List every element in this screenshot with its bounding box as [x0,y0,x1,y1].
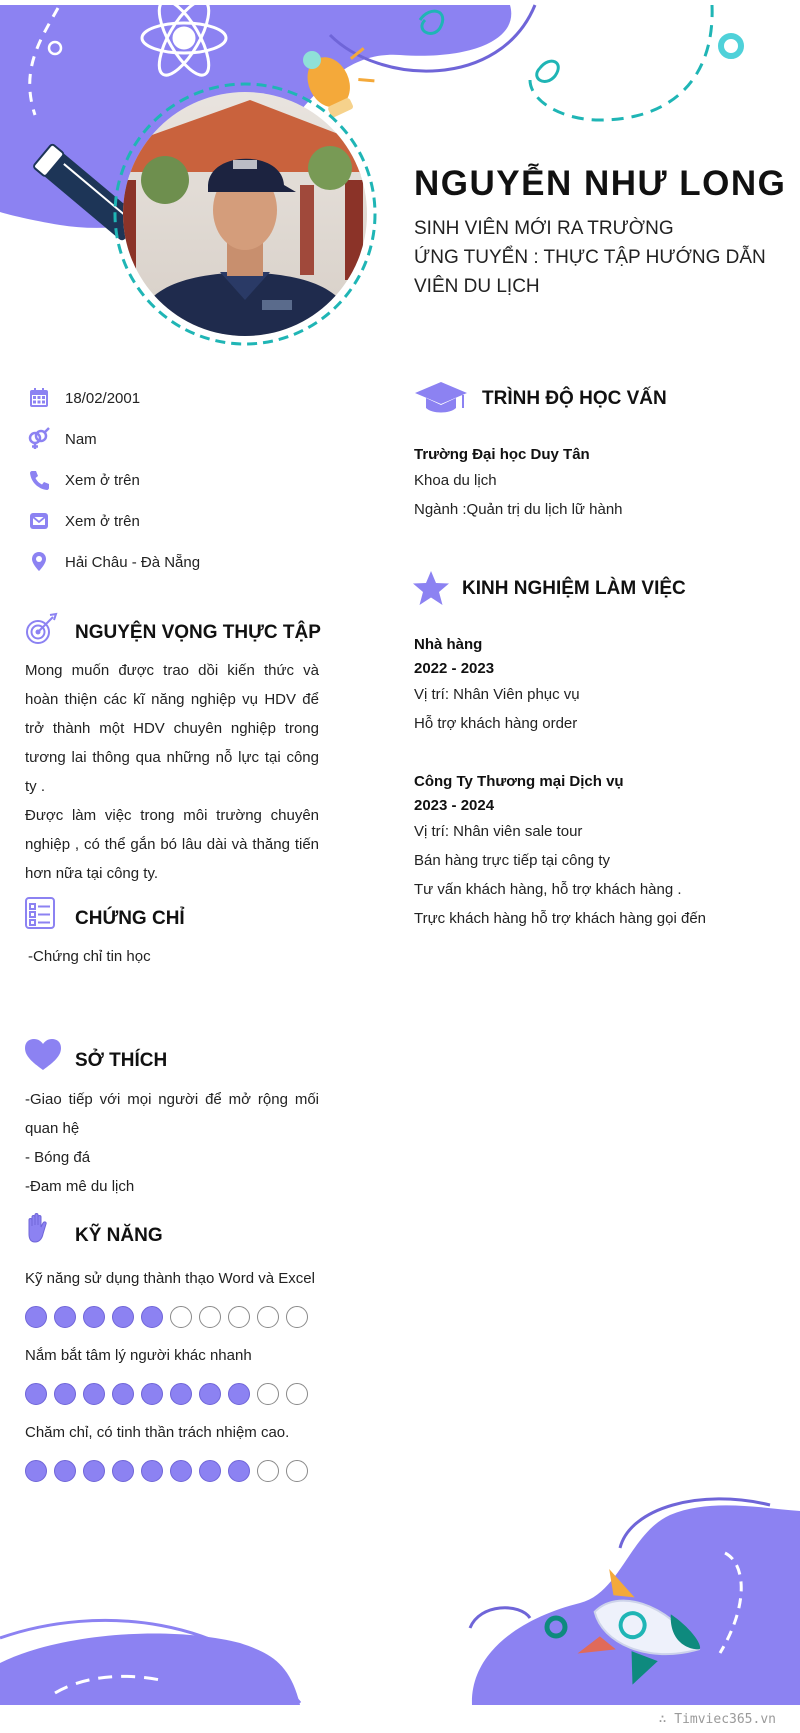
skill-label-1: Kỹ năng sử dụng thành thạo Word và Excel [25,1270,315,1287]
rating-dot-filled [112,1383,134,1405]
job-2-period: 2023 - 2024 [414,797,495,814]
skill-label-2: Nắm bắt tâm lý người khác nhanh [25,1347,252,1364]
bottom-left-blob [0,1633,300,1705]
heart-icon [24,1038,62,1072]
rating-dot-filled [83,1383,105,1405]
job-1-line-1: Vị trí: Nhân Viên phục vụ [414,686,580,703]
contact-phone [26,467,140,493]
rating-dot-empty [286,1383,308,1405]
job-1-line-2: Hỗ trợ khách hàng order [414,715,578,732]
job-2-line-1: Vị trí: Nhân viên sale tour [414,823,583,840]
contact-phone-text: Xem ở trên [65,471,140,489]
certificates-heading: CHỨNG CHỈ [75,908,185,929]
rating-dot-empty [257,1383,279,1405]
rating-dot-filled [141,1306,163,1328]
hand-icon [24,1212,52,1246]
job-2-line-2: Bán hàng trực tiếp tại công ty [414,852,610,869]
location-icon [26,549,52,575]
rating-dot-empty [228,1306,250,1328]
skill-rating-2 [25,1383,308,1407]
education-major: Ngành :Quản trị du lịch lữ hành [414,501,623,518]
gender-icon [26,426,52,452]
rating-dot-filled [54,1306,76,1328]
contact-gender [26,426,97,452]
checklist-icon [24,896,56,930]
title-line-3: VIÊN DU LỊCH [414,276,540,297]
contact-location [26,549,201,575]
calendar-icon [26,385,52,411]
title-line-1: SINH VIÊN MỚI RA TRƯỜNG [414,218,674,239]
contact-email [26,508,140,534]
rating-dot-filled [54,1383,76,1405]
contact-gender-text: Nam [65,430,97,448]
job-1-period: 2022 - 2023 [414,660,495,677]
hobbies-heading: SỞ THÍCH [75,1050,168,1071]
rating-dot-filled [25,1383,47,1405]
rating-dot-empty [199,1306,221,1328]
job-2-line-3: Tư vấn khách hàng, hỗ trợ khách hàng . [414,881,682,898]
skill-label-3: Chăm chỉ, có tinh thần trách nhiệm cao. [25,1424,290,1441]
graduation-cap-icon [414,380,468,416]
title-line-2: ỨNG TUYỂN : THỰC TẬP HƯỚNG DẪN [414,247,766,268]
skills-heading: KỸ NĂNG [75,1225,163,1246]
rating-dot-filled [112,1306,134,1328]
job-1-company: Nhà hàng [414,636,483,653]
contact-birthdate-text: 18/02/2001 [65,389,141,407]
target-icon [24,612,58,646]
hobby-item-2: - Bóng đá [25,1149,91,1166]
ring-icon [721,36,741,56]
rating-dot-filled [25,1306,47,1328]
contact-birthdate [26,385,141,411]
hobby-item-1: -Giao tiếp với mọi người để mở rộng mối quan hệ [25,1091,319,1137]
job-2-company: Công Ty Thương mại Dịch vụ [414,773,624,790]
experience-heading: KINH NGHIỆM LÀM VIỆC [462,578,686,599]
rating-dot-filled [228,1383,250,1405]
education-school: Trường Đại học Duy Tân [414,446,590,463]
rating-dot-filled [199,1383,221,1405]
swirl-mid [537,61,559,81]
skill-rating-1 [25,1306,308,1330]
email-icon [26,508,52,534]
objective-heading: NGUYỆN VỌNG THỰC TẬP [75,622,321,643]
star-icon [412,570,450,606]
contact-location-text: Hải Châu - Đà Nẵng [65,553,201,571]
education-faculty: Khoa du lịch [414,472,497,489]
rating-dot-empty [170,1306,192,1328]
watermark: ∴ Timviec365.vn [658,1712,776,1727]
job-2-line-4: Trực khách hàng hỗ trợ khách hàng gọi đến [414,910,707,927]
bottom-decoration [0,1453,800,1733]
rating-dot-filled [170,1383,192,1405]
objective-paragraph-2: Được làm việc trong môi trường chuyên nghiệp , có thể gắn bó lâu dài và thăng tiến hơn nữa tại công ty. [25,807,319,882]
certificate-item: -Chứng chỉ tin học [28,948,151,965]
education-heading: TRÌNH ĐỘ HỌC VẤN [482,388,667,409]
rating-dot-filled [141,1383,163,1405]
hobby-item-3: -Đam mê du lịch [25,1178,135,1195]
rating-dot-empty [257,1306,279,1328]
candidate-name: NGUYỄN NHƯ LONG [414,164,787,203]
rating-dot-filled [83,1306,105,1328]
rating-dot-empty [286,1306,308,1328]
objective-paragraph-1: Mong muốn được trao dồi kiến thức và hoàn thiện các kĩ năng nghiệp vụ HDV để trở thành một HDV chuyên nghiệp trong tương lai thông qua những nỗ lực tại công ty . [25,662,319,795]
contact-email-text: Xem ở trên [65,512,140,530]
phone-icon [26,467,52,493]
